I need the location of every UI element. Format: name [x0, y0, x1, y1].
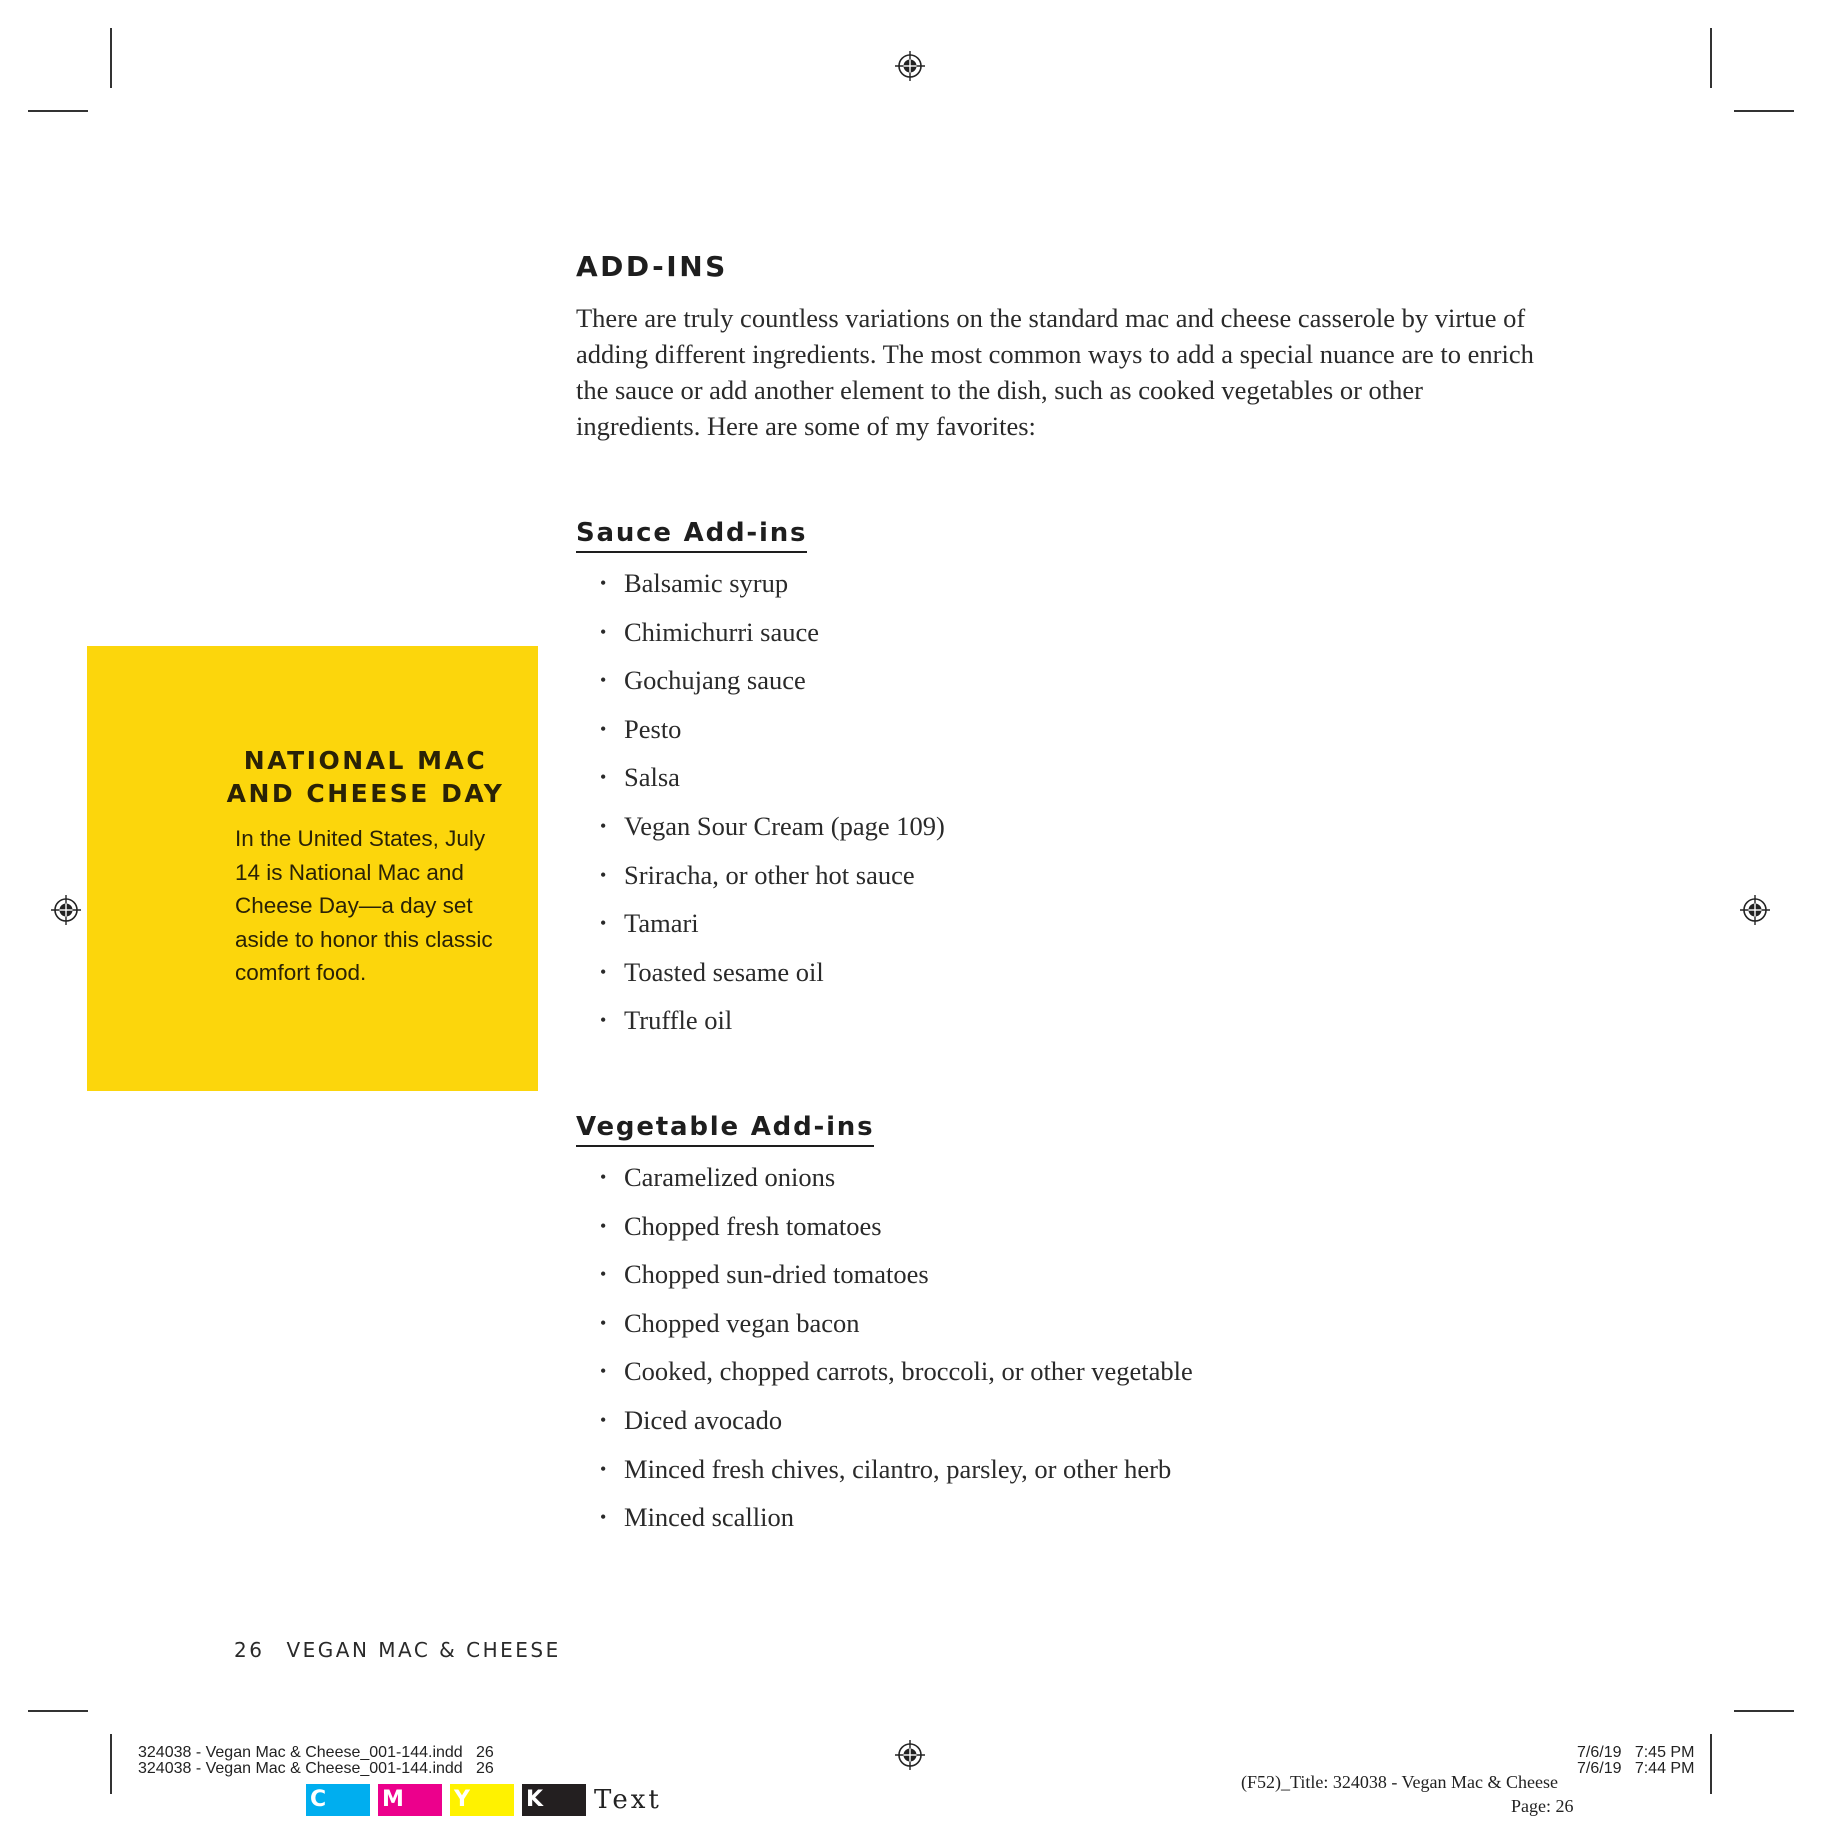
sidebar-callout	[87, 646, 538, 1091]
bullet-icon: •	[600, 815, 607, 836]
vegetable-addins-list	[600, 1153, 1193, 1542]
vegetable-addins-heading: Vegetable Add-ins	[576, 1112, 874, 1147]
crop-mark-top-left-vertical	[110, 28, 112, 88]
bullet-icon: •	[600, 913, 607, 934]
crop-mark-bottom-left-horizontal	[28, 1710, 88, 1712]
page-number: 26	[234, 1638, 265, 1662]
registration-mark-icon	[1740, 895, 1770, 925]
slug-file-line: 324038 - Vegan Mac & Cheese_001-144.indd 26	[138, 1744, 494, 1761]
list-item: • Cooked, chopped carrots, broccoli, or other vegetable	[600, 1347, 1193, 1396]
list-item: • Minced scallion	[600, 1493, 1193, 1542]
slug-file-line: 324038 - Vegan Mac & Cheese_001-144.indd 26	[138, 1760, 494, 1777]
bullet-icon: •	[600, 1167, 607, 1187]
bullet-icon: •	[600, 573, 607, 593]
bullet-icon: •	[600, 1361, 607, 1382]
slug-job-title: (F52)_Title: 324038 - Vegan Mac & Cheese	[1241, 1772, 1558, 1792]
crop-mark-top-right-vertical	[1710, 28, 1712, 88]
list-item: • Diced avocado	[600, 1396, 1193, 1445]
list-item: • Balsamic syrup	[600, 559, 945, 608]
bullet-icon: •	[600, 1264, 607, 1285]
bullet-icon: •	[600, 670, 607, 691]
list-item: • Chopped fresh tomatoes	[600, 1202, 1193, 1251]
registration-mark-icon	[895, 51, 925, 81]
color-swatch-black: K	[522, 1784, 586, 1816]
slug-date-line: 7/6/19 7:45 PM	[1577, 1744, 1695, 1761]
crop-mark-top-left-horizontal	[28, 110, 88, 112]
color-swatch-cyan: C	[306, 1784, 370, 1816]
bullet-icon: •	[600, 1312, 607, 1333]
registration-mark-icon	[51, 895, 81, 925]
bullet-icon: •	[600, 1010, 607, 1031]
page-folio	[234, 1638, 561, 1662]
bullet-icon: •	[600, 718, 607, 739]
bullet-icon: •	[600, 1215, 607, 1236]
bullet-icon: •	[600, 961, 607, 982]
bullet-icon: •	[600, 1409, 607, 1430]
running-head: VEGAN MAC & CHEESE	[286, 1638, 561, 1662]
list-item: • Pesto	[600, 705, 945, 754]
sidebar-title: NATIONAL MAC AND CHEESE DAY	[226, 746, 505, 808]
list-item: • Chopped sun-dried tomatoes	[600, 1250, 1193, 1299]
registration-mark-icon	[895, 1740, 925, 1770]
bullet-icon: •	[600, 1458, 607, 1479]
crop-mark-bottom-left-vertical	[110, 1734, 112, 1794]
list-item: • Minced fresh chives, cilantro, parsley, or other herb	[600, 1445, 1193, 1494]
list-item: • Truffle oil	[600, 996, 945, 1045]
list-item: • Caramelized onions	[600, 1153, 1193, 1202]
color-swatch-yellow: Y	[450, 1784, 514, 1816]
list-item: • Toasted sesame oil	[600, 948, 945, 997]
list-item: • Chimichurri sauce	[600, 608, 945, 657]
slug-date-line: 7/6/19 7:44 PM	[1577, 1760, 1695, 1777]
bullet-icon: •	[600, 767, 607, 788]
list-item: • Sriracha, or other hot sauce	[600, 851, 945, 900]
list-item: • Vegan Sour Cream (page 109)	[600, 802, 945, 851]
list-item: • Tamari	[600, 899, 945, 948]
slug-page-label: Page: 26	[1511, 1796, 1574, 1816]
crop-mark-top-right-horizontal	[1734, 110, 1794, 112]
list-item: • Chopped vegan bacon	[600, 1299, 1193, 1348]
bullet-icon: •	[600, 1507, 607, 1528]
section-heading: ADD-INS	[576, 250, 728, 283]
color-swatch-magenta: M	[378, 1784, 442, 1816]
bullet-icon: •	[600, 864, 607, 885]
crop-mark-bottom-right-vertical	[1710, 1734, 1712, 1794]
color-bar-label: Text	[594, 1785, 662, 1815]
bullet-icon: •	[600, 621, 607, 642]
crop-mark-bottom-right-horizontal	[1734, 1710, 1794, 1712]
intro-paragraph: There are truly countless variations on the standard mac and cheese casserole by virtue of adding different ingredients. The most common ways to add a special nuance are to enrich the sauce or add another element to the dish, such as cooked vegetables or other ingredients. Here are some of my favorites:	[576, 303, 1534, 441]
sauce-addins-list	[600, 559, 945, 1045]
list-item: • Salsa	[600, 753, 945, 802]
sidebar-text: In the United States, July 14 is National Mac and Cheese Day—a day set aside to honor this classic comfort food.	[235, 826, 493, 985]
sauce-addins-heading: Sauce Add-ins	[576, 518, 807, 553]
list-item: • Gochujang sauce	[600, 656, 945, 705]
